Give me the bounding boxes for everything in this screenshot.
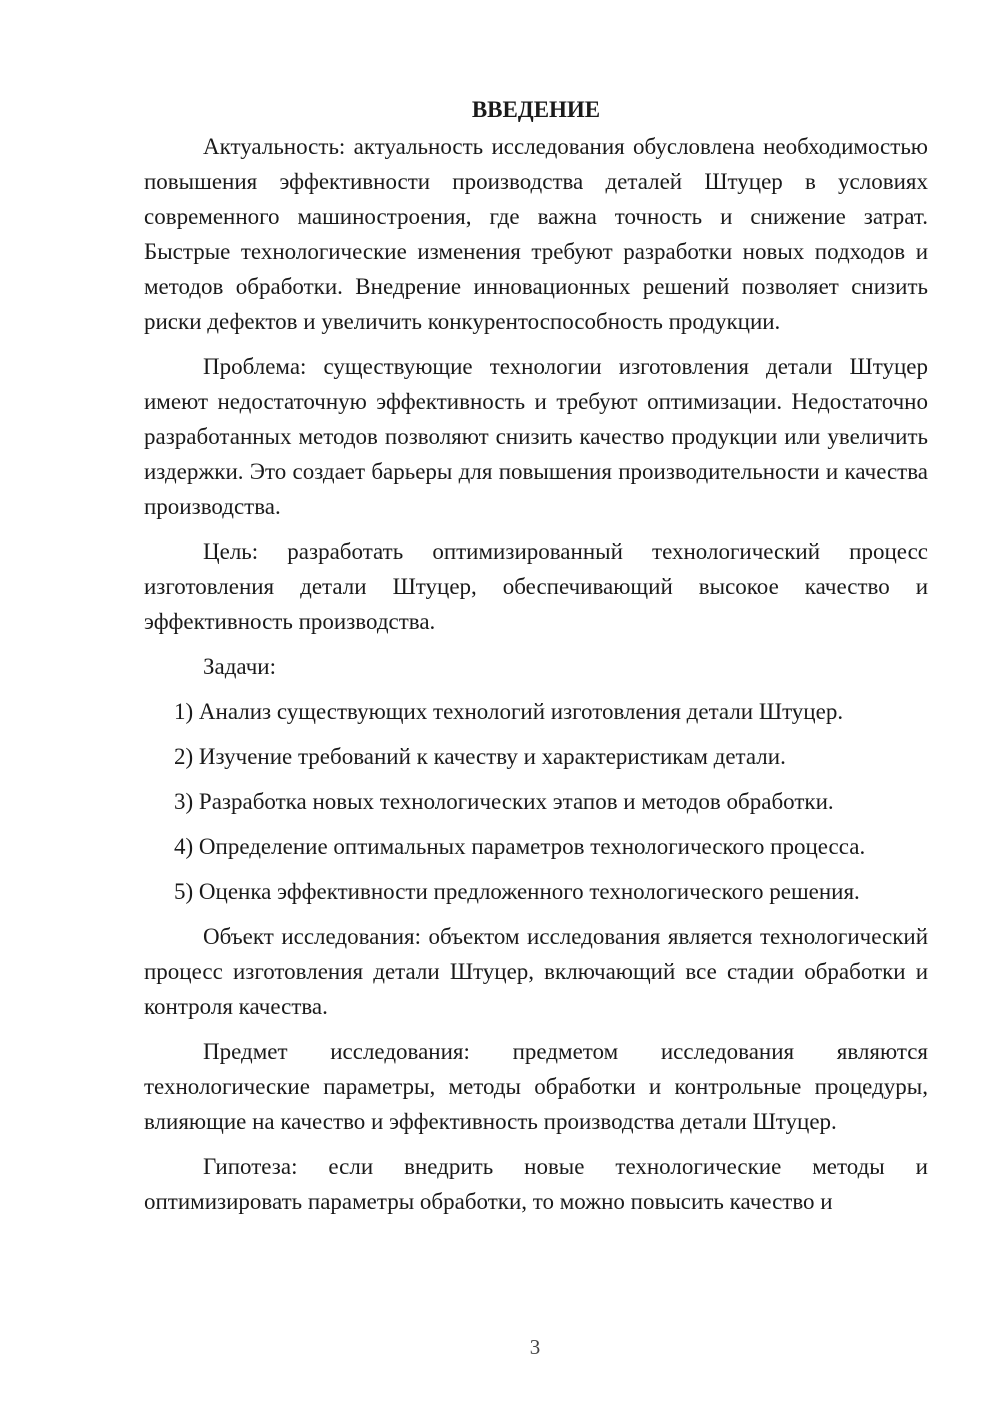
paragraph-subject: Предмет исследования: предметом исследования являются технологические параметры, методы обработки и контрольные процедуры, влияющие на качество и эффективность производства детали Штуцер. xyxy=(144,1039,928,1134)
paragraph-hypothesis: Гипотеза: если внедрить новые технологические методы и оптимизировать параметры обработки, то можно повысить качество и xyxy=(144,1154,928,1214)
tasks-label: Задачи: xyxy=(203,654,276,679)
list-item-task-1: 1) Анализ существующих технологий изготовления детали Штуцер. xyxy=(174,699,844,724)
page-title: ВВЕДЕНИЕ xyxy=(471,97,601,122)
paragraph-goal: Цель: разработать оптимизированный технологический процесс изготовления детали Штуцер, обеспечивающий высокое качество и эффективность производства. xyxy=(144,539,928,634)
paragraph-relevance: Актуальность: актуальность исследования обусловлена необходимостью повышения эффективности производства деталей Штуцер в условиях современного машиностроения, где важна точность и снижение затрат. Быстрые технологические изменения требуют разработки новых подходов и методов обработки. Внедрение инновационных решений позволяет снизить риски дефектов и увеличить конкурентоспособность продукции. xyxy=(144,134,928,334)
list-item-task-3: 3) Разработка новых технологических этапов и методов обработки. xyxy=(174,789,834,814)
list-item-task-4: 4) Определение оптимальных параметров технологического процесса. xyxy=(174,834,866,859)
page-number: 3 xyxy=(529,1335,541,1359)
tasks-list xyxy=(144,694,928,909)
document-page xyxy=(144,92,928,1229)
list-item-task-5: 5) Оценка эффективности предложенного технологического решения. xyxy=(174,879,860,904)
list-item-task-2: 2) Изучение требований к качеству и характеристикам детали. xyxy=(174,744,786,769)
paragraph-object: Объект исследования: объектом исследования является технологический процесс изготовления детали Штуцер, включающий все стадии обработки и контроля качества. xyxy=(144,924,928,1019)
paragraph-problem: Проблема: существующие технологии изготовления детали Штуцер имеют недостаточную эффективность и требуют оптимизации. Недостаточно разработанных методов позволяют снизить качество продукции или увеличить издержки. Это создает барьеры для повышения производительности и качества производства. xyxy=(144,354,928,519)
